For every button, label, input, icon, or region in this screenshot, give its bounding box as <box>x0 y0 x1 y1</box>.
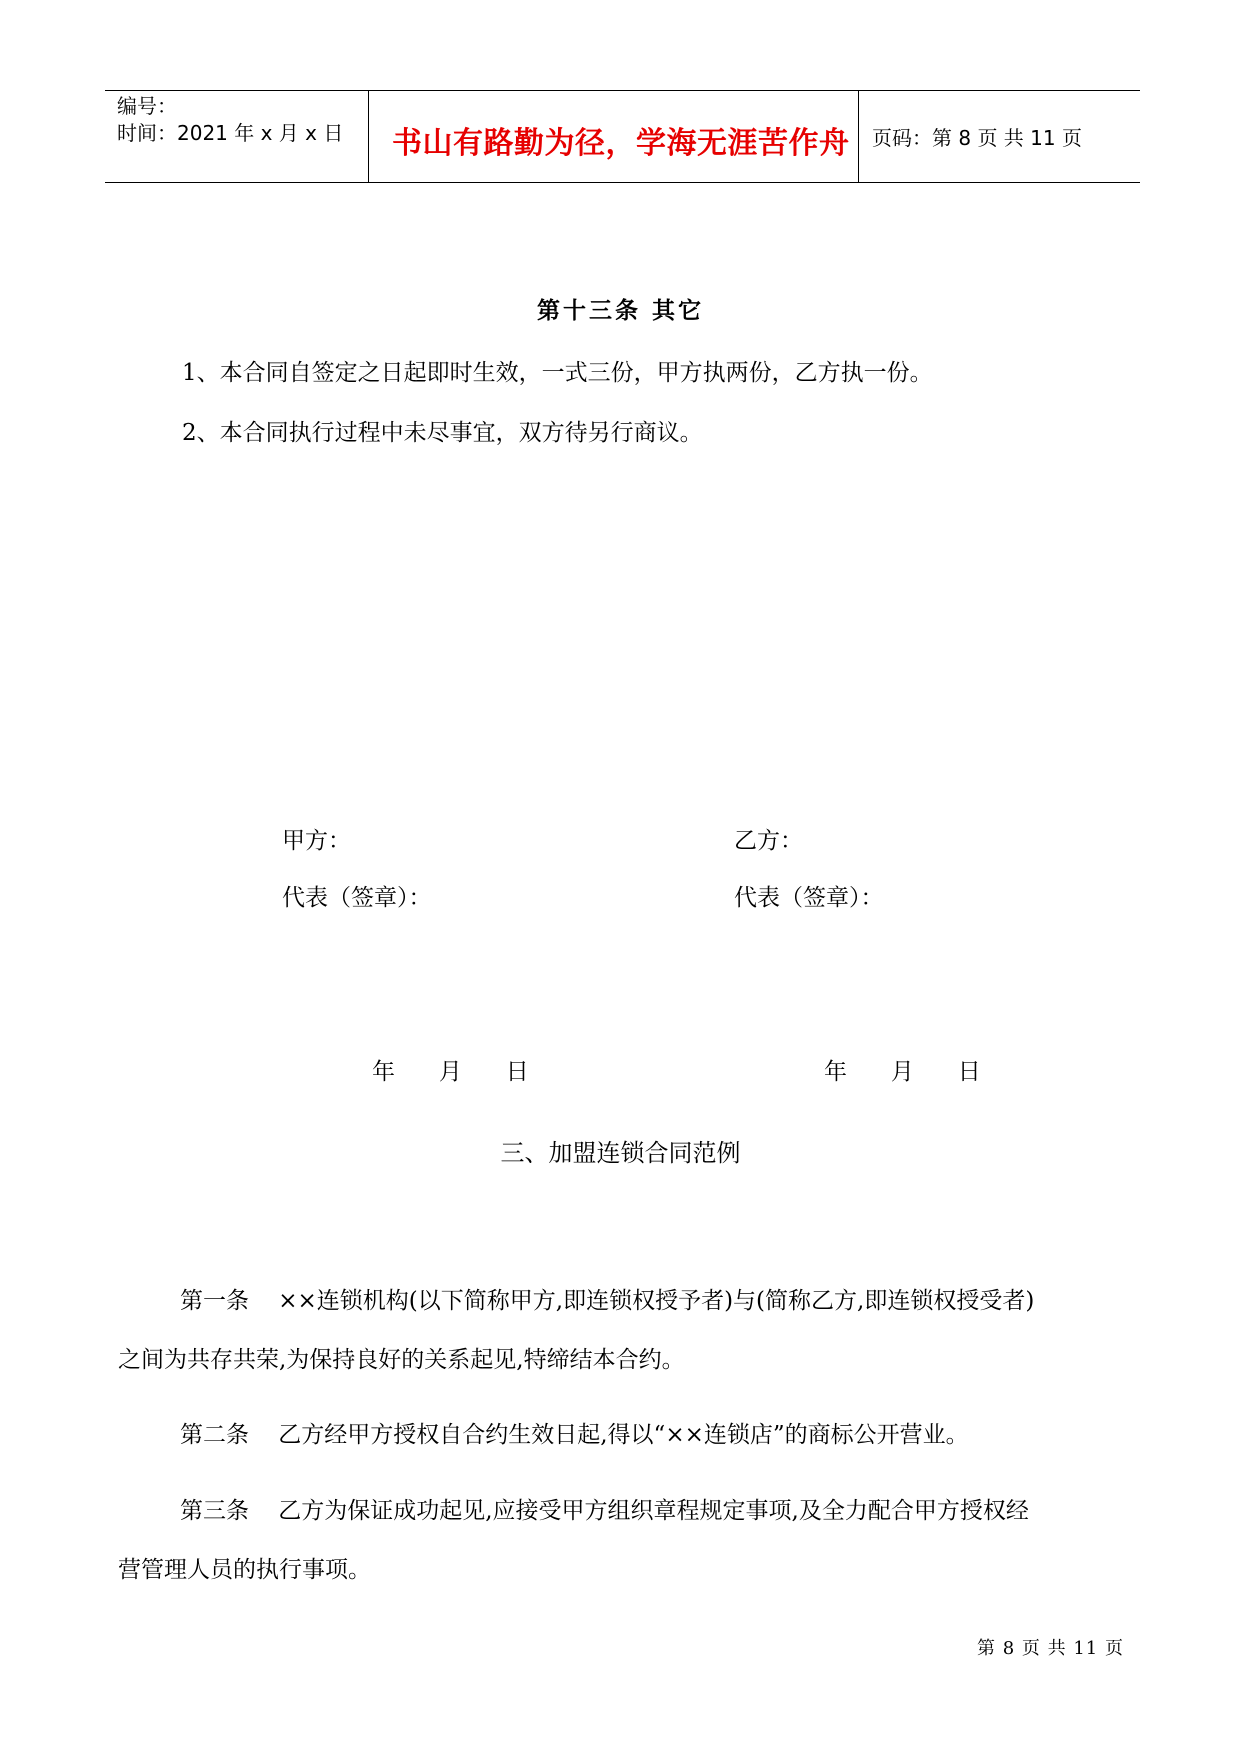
party-a-representative: 代表（签章）： <box>282 885 432 911</box>
article-13-item-1: 1、本合同自签定之日起即时生效，一式三份，甲方执两份，乙方执一份。 <box>182 360 933 386</box>
party-b-date: 年 月 日 <box>824 1059 981 1085</box>
party-a-date: 年 月 日 <box>372 1059 529 1085</box>
doc-time-label: 时间：2021 年 x 月 x 日 <box>117 121 344 145</box>
header-divider-right <box>858 90 859 182</box>
section-3-article-1-line-1: 第一条 ××连锁机构(以下简称甲方,即连锁权授予者)与(简称乙方,即连锁权授受者) <box>180 1288 1035 1314</box>
section-3-article-2: 第二条 乙方经甲方授权自合约生效日起,得以“××连锁店”的商标公开营业。 <box>180 1422 969 1448</box>
header-motto: 书山有路勤为径，学海无涯苦作舟 <box>392 126 850 161</box>
party-b-label: 乙方： <box>734 828 803 854</box>
header-top-border <box>105 90 1140 91</box>
section-3-article-1-line-2: 之间为共存共荣,为保持良好的关系起见,特缔结本合约。 <box>118 1347 685 1373</box>
section-3-article-3-line-2: 营管理人员的执行事项。 <box>118 1557 371 1583</box>
footer-page-number: 第 8 页 共 11 页 <box>977 1638 1124 1659</box>
header-divider-left <box>368 90 369 182</box>
article-13-item-2: 2、本合同执行过程中未尽事宜，双方待另行商议。 <box>182 420 703 446</box>
party-a-label: 甲方： <box>282 828 351 854</box>
section-3-title: 三、加盟连锁合同范例 <box>500 1139 741 1167</box>
article-13-title: 第十三条 其它 <box>536 297 704 324</box>
party-b-representative: 代表（签章）： <box>734 885 884 911</box>
header-page-label: 页码：第 8 页 共 11 页 <box>872 126 1082 150</box>
section-3-article-3-line-1: 第三条 乙方为保证成功起见,应接受甲方组织章程规定事项,及全力配合甲方授权经 <box>180 1498 1029 1524</box>
doc-number-label: 编号： <box>117 94 177 118</box>
header-bottom-border <box>105 182 1140 183</box>
